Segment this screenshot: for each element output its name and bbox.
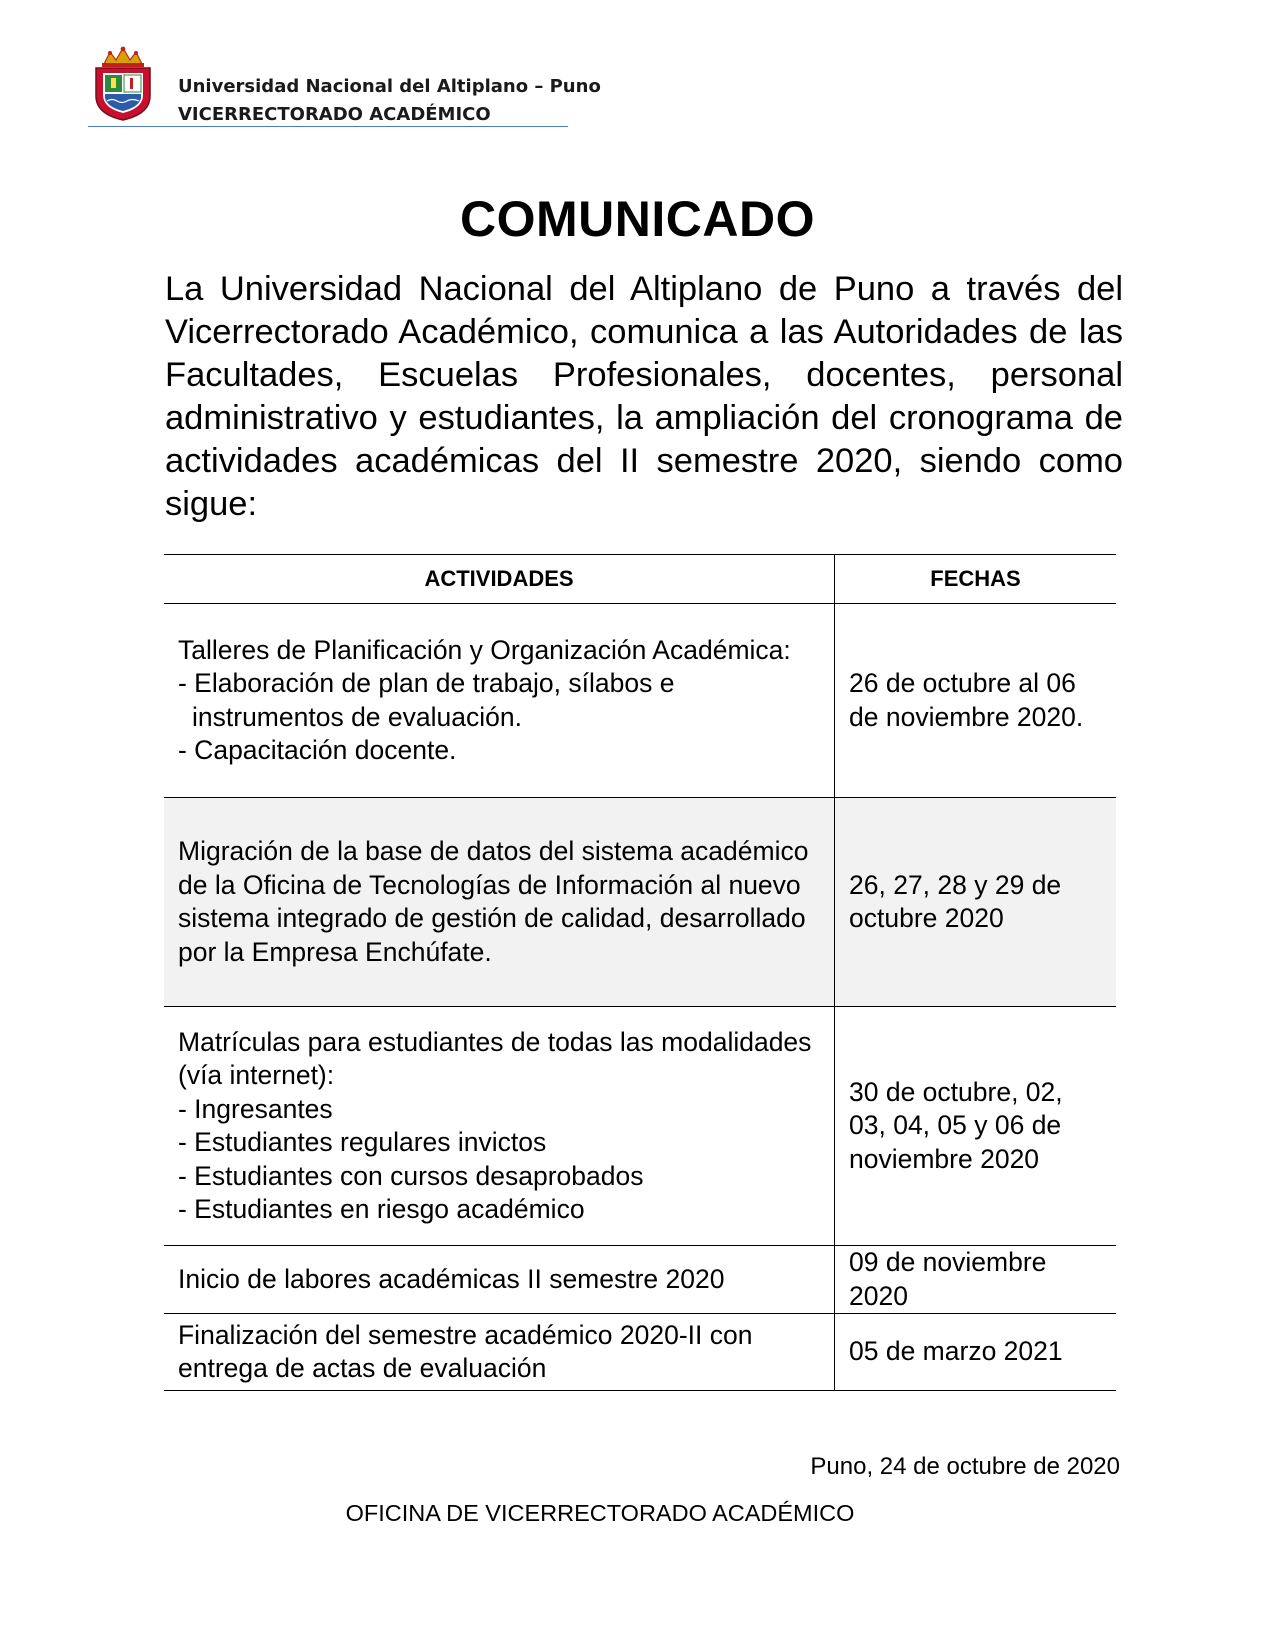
activity-cell	[164, 604, 835, 798]
issuing-office: OFICINA DE VICERRECTORADO ACADÉMICO	[345, 1500, 855, 1526]
activity-line: Inicio de labores académicas II semestre 2020	[178, 1263, 725, 1294]
activity-cell	[164, 1314, 835, 1391]
date-cell: 09 de noviembre 2020	[835, 1246, 1117, 1314]
institution-name: Universidad Nacional del Altiplano – Puno	[178, 76, 601, 97]
table-row	[164, 1007, 1116, 1246]
date-cell: 30 de octubre, 02, 03, 04, 05 y 06 de noviembre 2020	[835, 1007, 1117, 1246]
activity-line: - Estudiantes con cursos desaprobados	[178, 1160, 644, 1191]
table-header-row	[164, 555, 1116, 604]
date-cell: 26 de octubre al 06 de noviembre 2020.	[835, 604, 1117, 798]
activity-line: - Ingresantes	[178, 1093, 333, 1124]
activity-cell	[164, 1007, 835, 1246]
activity-line: - Estudiantes regulares invictos	[178, 1127, 547, 1157]
header-divider	[88, 126, 568, 127]
university-crest-icon	[90, 46, 156, 122]
activity-line: Migración de la base de datos del sistema académico de la Oficina de Tecnologías de Información al nuevo sistema integrado de gestión de calidad, desarrollado por la Empresa Enchúfate.	[178, 836, 809, 967]
activity-line: Talleres de Planificación y Organización Académica:	[178, 634, 791, 665]
date-cell: 05 de marzo 2021	[835, 1314, 1117, 1391]
place-and-date: Puno, 24 de octubre de 2020	[810, 1453, 1120, 1480]
activity-line: Matrículas para estudiantes de todas las modalidades	[178, 1026, 812, 1057]
date-cell: 26, 27, 28 y 29 de octubre 2020	[835, 798, 1117, 1007]
activity-line: - Capacitación docente.	[178, 735, 457, 765]
activity-line: (vía internet):	[178, 1060, 335, 1090]
table-row	[164, 604, 1116, 798]
header-dates: FECHAS	[835, 555, 1117, 604]
table-row	[164, 1314, 1116, 1391]
letterhead	[88, 40, 601, 128]
activity-cell	[164, 1246, 835, 1314]
intro-paragraph: La Universidad Nacional del Altiplano de Puno a través del Vicerrectorado Académico, comunica a las Autoridades de las Facultades, Escuelas Profesionales, docentes, personal administrativo y estudiantes, la ampliación del cronograma de actividades académicas del II semestre 2020, siendo como sigue:	[165, 270, 1123, 523]
document-title: COMUNICADO	[460, 191, 815, 247]
activity-line: instrumentos de evaluación.	[192, 701, 522, 732]
activity-line: - Elaboración de plan de trabajo, sílabos e	[178, 668, 675, 698]
activity-cell	[164, 798, 835, 1007]
department-name: VICERRECTORADO ACADÉMICO	[178, 104, 491, 125]
table-row	[164, 1246, 1116, 1314]
header-activities: ACTIVIDADES	[164, 555, 835, 604]
activity-line: Finalización del semestre académico 2020-II con entrega de actas de evaluación	[178, 1319, 753, 1383]
schedule-table	[164, 554, 1116, 1391]
activity-line: - Estudiantes en riesgo académico	[178, 1194, 585, 1224]
table-row	[164, 798, 1116, 1007]
